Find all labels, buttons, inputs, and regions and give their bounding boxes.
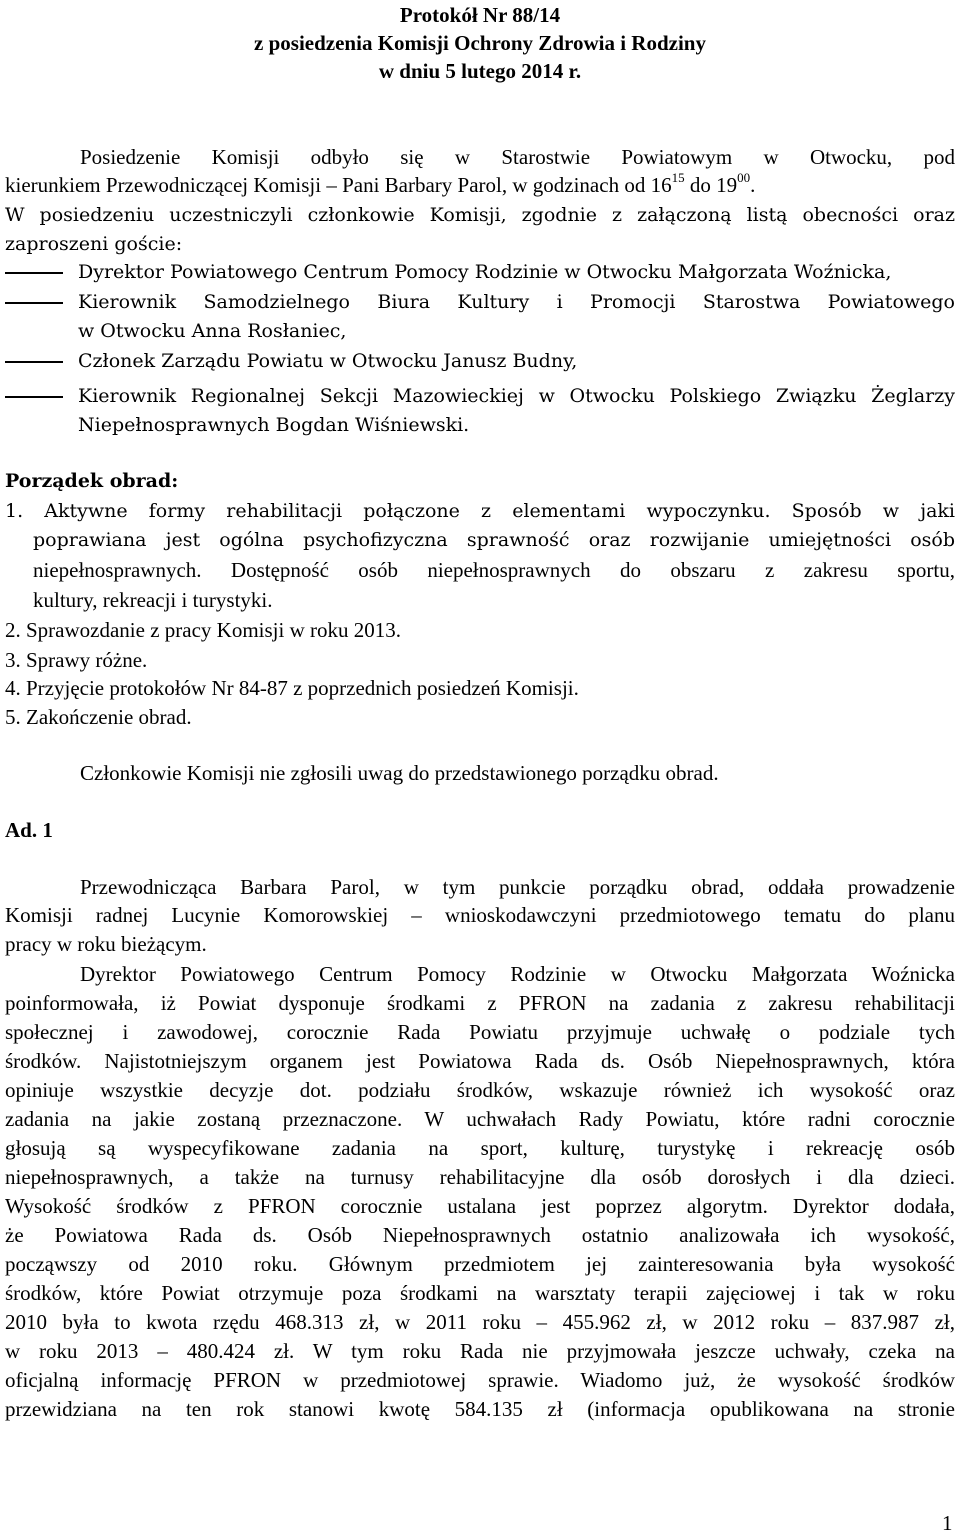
intro-line-3: W posiedzeniu uczestniczyli członkowie Komisji, zgodnie z załączoną listą obecności oraz: [5, 204, 955, 226]
intro-line-1: Posiedzenie Komisji odbyło się w Starostwie Powiatowym w Otwocku, pod: [80, 145, 955, 169]
intro-text: .: [750, 173, 756, 197]
list-dash: [5, 396, 63, 398]
paragraph-line: pracy w roku bieżącym.: [5, 932, 207, 956]
paragraph-line: Komisji radnej Lucynie Komorowskiej – wnioskodawczyni przedmiotowego tematu do planu: [5, 903, 955, 927]
paragraph-line: środków. Najistotniejszym organem jest Powiatowa Rada ds. Osób Niepełnosprawnych, która: [5, 1049, 955, 1073]
document-title: Protokół Nr 88/14: [399, 3, 561, 27]
paragraph-line: głosują są wyspecyfikowane zadania na sport, kulturę, turystykę i rekreację osób: [5, 1136, 955, 1160]
agenda-item-1-cont: poprawiana jest ogólna psychofizyczna sprawność oraz rozwijanie umiejętności osób: [33, 529, 955, 551]
paragraph-line: Dyrektor Powiatowego Centrum Pomocy Rodzinie w Otwocku Małgorzata Woźnicka: [80, 962, 955, 986]
agenda-item-2: 2. Sprawozdanie z pracy Komisji w roku 2013.: [5, 618, 401, 642]
intro-text: do 19: [684, 173, 738, 197]
guest-item-cont: w Otwocku Anna Rosłaniec,: [78, 320, 347, 342]
time-end-minutes: 00: [737, 170, 751, 185]
agenda-item-4: 4. Przyjęcie protokołów Nr 84-87 z poprzednich posiedzeń Komisji.: [5, 676, 579, 700]
page-number: 1: [942, 1511, 953, 1535]
paragraph-line: poinformowała, iż Powiat dysponuje środkami z PFRON na zadania z zakresu rehabilitacji: [5, 991, 955, 1015]
paragraph-line: że Powiatowa Rada ds. Osób Niepełnosprawnych ostatnio analizowała ich wysokość,: [5, 1223, 955, 1247]
paragraph-line: środków, które Powiat otrzymuje poza środkami na warsztaty terapii zajęciowej i tak w roku: [5, 1281, 955, 1305]
time-start-minutes: 15: [671, 170, 685, 185]
intro-line-4: zaproszeni goście:: [5, 233, 183, 255]
agenda-item-3: 3. Sprawy różne.: [5, 648, 148, 672]
paragraph-line: 2010 była to kwota rzędu 468.313 zł, w 2011 roku – 455.962 zł, w 2012 roku – 837.987 zł,: [5, 1310, 955, 1334]
guest-item: Kierownik Regionalnej Sekcji Mazowieckiej w Otwocku Polskiego Związku Żeglarzy: [78, 385, 955, 407]
guest-item: Członek Zarządu Powiatu w Otwocku Janusz Budny,: [78, 350, 578, 372]
guest-item: Dyrektor Powiatowego Centrum Pomocy Rodzinie w Otwocku Małgorzata Woźnicka,: [78, 261, 892, 283]
paragraph-line: niepełnosprawnych, a także na turnusy rehabilitacyjne dla osób dorosłych i dla dzieci.: [5, 1165, 955, 1189]
intro-text: kierunkiem Przewodniczącej Komisji – Pani Barbary Parol, w godzinach od 16: [5, 173, 672, 197]
agenda-item-1-cont: kultury, rekreacji i turystyki.: [33, 588, 273, 612]
paragraph-line: społecznej i zawodowej, corocznie Rada Powiatu przyjmuje uchwałę o podziale tych: [5, 1020, 955, 1044]
paragraph-line: zadania na jakie zostaną przeznaczone. W uchwałach Rady Powiatu, które radni corocznie: [5, 1107, 955, 1131]
list-dash: [5, 302, 63, 304]
paragraph-line: Przewodnicząca Barbara Parol, w tym punkcie porządku obrad, oddała prowadzenie: [80, 875, 955, 899]
no-remarks-note: Członkowie Komisji nie zgłosili uwag do przedstawionego porządku obrad.: [80, 761, 719, 785]
agenda-item-1: 1. Aktywne formy rehabilitacji połączone z elementami wypoczynku. Sposób w jaki: [5, 500, 955, 522]
paragraph-line: oficjalną informację PFRON w przedmiotowej sprawie. Wiadomo już, że wysokość środków: [5, 1368, 955, 1392]
paragraph-line: opiniuje wszystkie decyzje dot. podziału środków, wskazuje również ich wysokość oraz: [5, 1078, 955, 1102]
agenda-item-5: 5. Zakończenie obrad.: [5, 705, 192, 729]
intro-line-2: [5, 171, 755, 199]
paragraph-line: Wysokość środków z PFRON corocznie ustalana jest poprzez algorytm. Dyrektor dodała,: [5, 1194, 955, 1218]
paragraph-line: w roku 2013 – 480.424 zł. W tym roku Rada nie przyjmowała jeszcze uchwały, czeka na: [5, 1339, 955, 1363]
paragraph-line: począwszy od 2010 roku. Głównym przedmiotem jej zainteresowania była wysokość: [5, 1252, 955, 1276]
paragraph-line: przewidziana na ten rok stanowi kwotę 584.135 zł (informacja opublikowana na stronie: [5, 1397, 955, 1421]
list-dash: [5, 361, 63, 363]
guest-item: Kierownik Samodzielnego Biura Kultury i Promocji Starostwa Powiatowego: [78, 291, 955, 313]
document-subtitle: z posiedzenia Komisji Ochrony Zdrowia i Rodziny: [254, 31, 706, 55]
section-ad-1: Ad. 1: [5, 818, 53, 842]
guest-item-cont: Niepełnosprawnych Bogdan Wiśniewski.: [78, 414, 470, 436]
agenda-heading: Porządek obrad:: [5, 470, 179, 492]
document-date: w dniu 5 lutego 2014 r.: [378, 59, 582, 83]
list-dash: [5, 272, 63, 274]
agenda-item-1-cont: niepełnosprawnych. Dostępność osób niepełnosprawnych do obszaru z zakresu sportu,: [33, 558, 955, 582]
